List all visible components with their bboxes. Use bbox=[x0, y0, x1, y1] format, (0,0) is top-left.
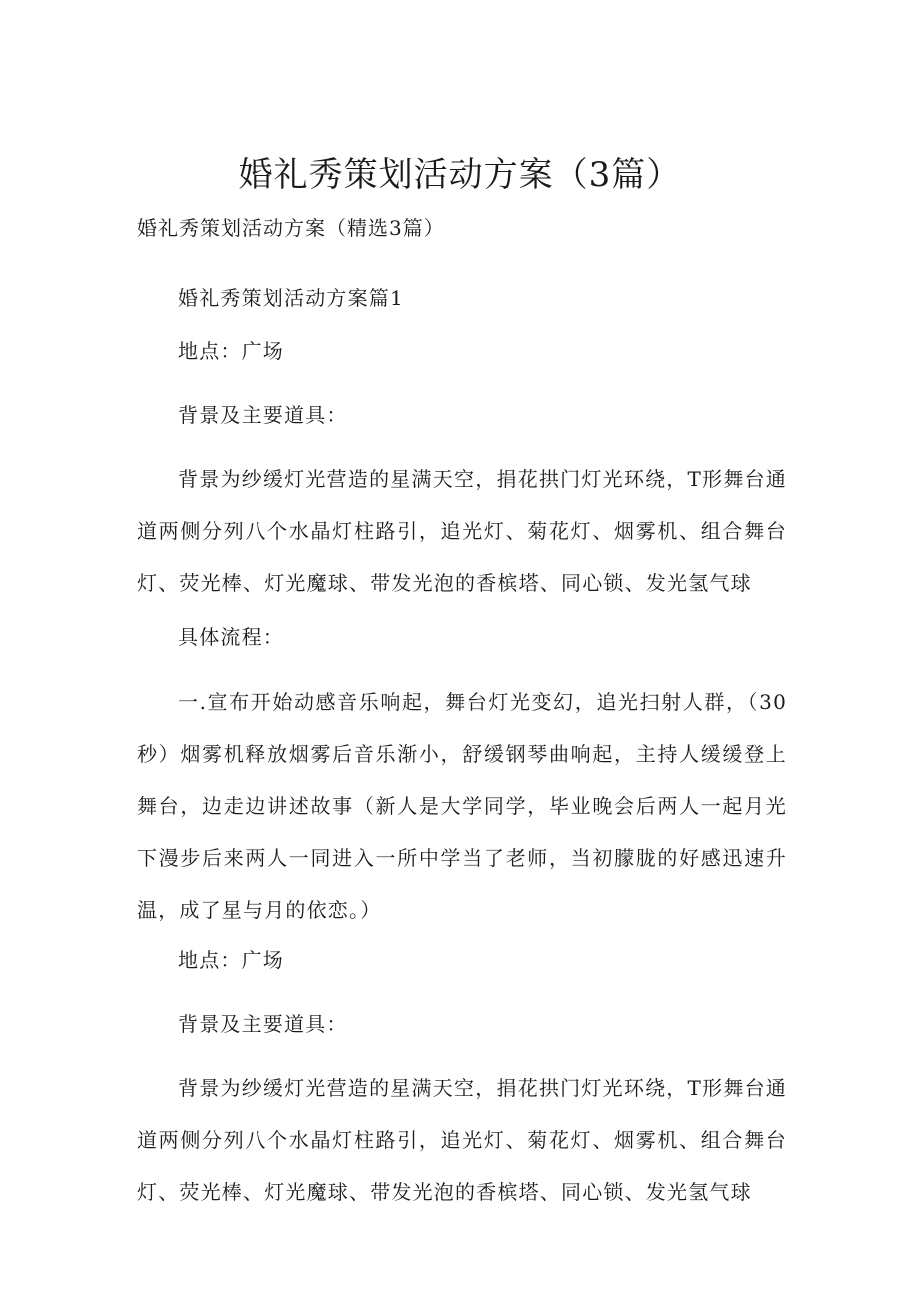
paragraph-props-heading: 背景及主要道具： bbox=[178, 403, 348, 427]
paragraph-location-repeat: 地点：广场 bbox=[178, 948, 284, 972]
paragraph-location: 地点：广场 bbox=[178, 339, 284, 363]
paragraph-props-heading-repeat: 背景及主要道具： bbox=[178, 1012, 348, 1036]
paragraph-process-heading: 具体流程： bbox=[178, 625, 284, 649]
paragraph-process-step-1: 一.宣布开始动感音乐响起，舞台灯光变幻，追光扫射人群，（30秒）烟雾机释放烟雾后音乐渐小，舒缓钢琴曲响起，主持人缓缓登上舞台，边走边讲述故事（新人是大学同学，毕业晚会后两人一起月光下漫步后来两人一同进入一所中学当了老师，当初朦胧的好感迅速升温，成了星与月的依恋。） bbox=[137, 690, 787, 922]
section-heading: 婚礼秀策划活动方案篇1 bbox=[178, 286, 404, 310]
document-title: 婚礼秀策划活动方案（3篇） bbox=[238, 155, 682, 195]
document-subtitle: 婚礼秀策划活动方案（精选3篇） bbox=[137, 216, 445, 240]
paragraph-background: 背景为纱缓灯光营造的星满天空，捐花拱门灯光环绕，T形舞台通道两侧分列八个水晶灯柱路引，追光灯、菊花灯、烟雾机、组合舞台灯、荧光棒、灯光魔球、带发光泡的香槟塔、同心锁、发光氢气球 bbox=[137, 467, 787, 595]
paragraph-background-repeat: 背景为纱缓灯光营造的星满天空，捐花拱门灯光环绕，T形舞台通道两侧分列八个水晶灯柱路引，追光灯、菊花灯、烟雾机、组合舞台灯、荧光棒、灯光魔球、带发光泡的香槟塔、同心锁、发光氢气球 bbox=[137, 1076, 787, 1204]
